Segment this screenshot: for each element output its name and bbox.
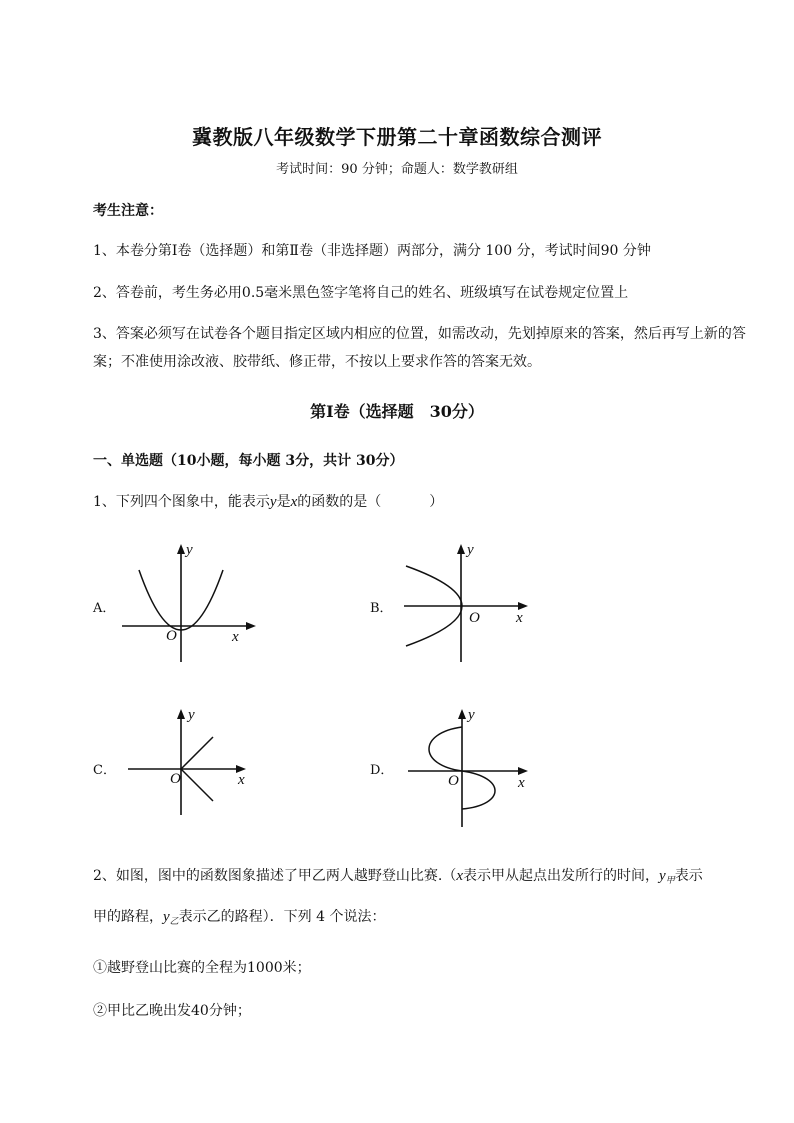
notice-item-3: 3、答案必须写在试卷各个题目指定区域内相应的位置，如需改动，先划掉原来的答案，然后再写上新的答案；不准使用涂改液、胶带纸、修正带，不按以上要求作答的答案无效。 xyxy=(93,326,746,370)
origin-label: O xyxy=(469,610,480,626)
question-2-line-2: 甲的路程，$y_乙$表示乙的路程）．下列 4 个说法： xyxy=(93,909,386,927)
origin-label: O xyxy=(448,773,459,789)
statement-1: ①越野登山比赛的全程为1000米； xyxy=(93,960,311,976)
x-axis-label: x xyxy=(232,629,239,645)
option-b-label[interactable]: B． xyxy=(370,601,393,616)
option-a-graph[interactable] xyxy=(118,540,258,665)
x-axis-label: x xyxy=(238,772,245,788)
exam-info: 考试时间：90 分钟；命题人：数学教研组 xyxy=(276,162,518,177)
page-title: 冀教版八年级数学下册第二十章函数综合测评 xyxy=(192,125,602,149)
option-a-label[interactable]: A． xyxy=(93,601,116,616)
x-axis-label: x xyxy=(518,775,525,791)
part-heading: 一、单选题（10小题，每小题 3分，共计 30分） xyxy=(93,453,404,469)
question-2-line-1: 2、如图，图中的函数图象描述了甲乙两人越野登山比赛.（x表示甲从起点出发所行的时间，$y_甲$表示 xyxy=(93,868,703,886)
option-c-graph[interactable] xyxy=(118,705,258,830)
notice-heading: 考生注意： xyxy=(93,203,163,219)
y-axis-label: y xyxy=(468,707,475,723)
y-axis-label: y xyxy=(188,707,195,723)
origin-label: O xyxy=(166,628,177,644)
option-c-label[interactable]: C． xyxy=(93,763,116,778)
notice-item-1: 1、本卷分第Ⅰ卷（选择题）和第Ⅱ卷（非选择题）两部分，满分 100 分，考试时间90 分钟 xyxy=(93,243,651,259)
statement-2: ②甲比乙晚出发40分钟； xyxy=(93,1003,251,1019)
section-title: 第Ⅰ卷（选择题 30分） xyxy=(310,402,484,421)
x-axis-label: x xyxy=(516,610,523,626)
option-b-graph[interactable] xyxy=(400,540,540,665)
option-d-graph[interactable] xyxy=(400,705,540,830)
origin-label: O xyxy=(170,771,181,787)
y-axis-label: y xyxy=(467,542,474,558)
notice-item-2: 2、答卷前，考生务必用0.5毫米黑色签字笔将自己的姓名、班级填写在试卷规定位置上 xyxy=(93,285,629,301)
option-d-label[interactable]: D． xyxy=(370,763,394,778)
question-1-stem: 1、下列四个图象中，能表示y是x的函数的是（ ） xyxy=(93,494,444,510)
y-axis-label: y xyxy=(186,542,193,558)
